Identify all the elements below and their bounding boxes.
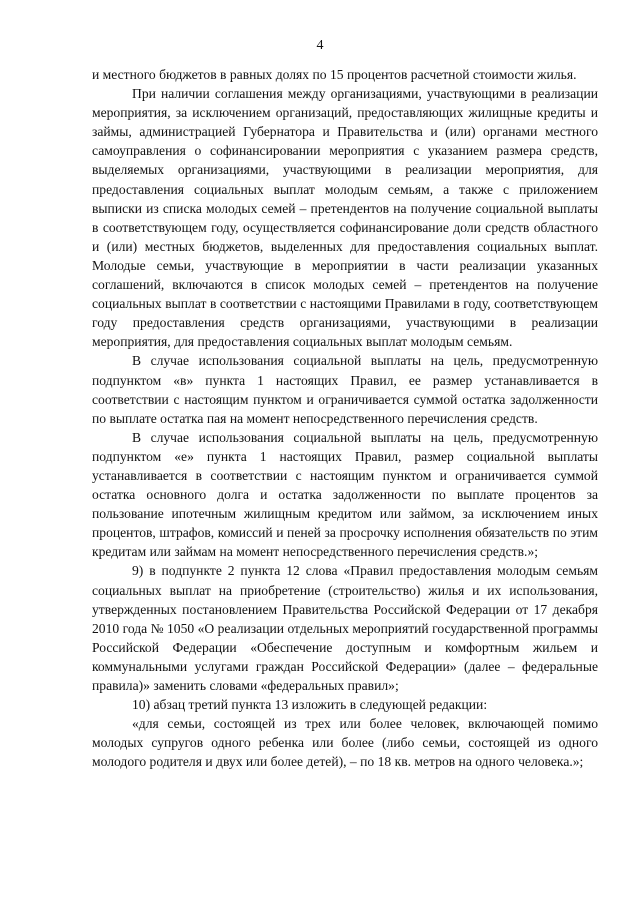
paragraph-continuation: и местного бюджетов в равных долях по 15 процентов расчетной стоимости жилья. bbox=[92, 67, 577, 82]
document-body bbox=[92, 65, 598, 771]
paragraph-item-9: 9) в подпункте 2 пункта 12 слова «Правил предоставления молодым семьям социальных выплат на приобретение (строительство) жилья и их использования, утвержденных постановлением Правительства Российской Федерации от 17 декабря 2010 года № 1050 «О реализации отдельных мероприятий государственной программы Российской Федерации «Обеспечение доступным и комфортным жильем и коммунальными услугами граждан Российской Федерации» (далее – федеральные правила)» заменить словами «федеральных правил»; bbox=[92, 563, 598, 693]
page-number: 4 bbox=[316, 38, 324, 53]
paragraph-item-10: 10) абзац третий пункта 13 изложить в следующей редакции: bbox=[132, 697, 488, 713]
paragraph-share-payment: В случае использования социальной выплаты на цель, предусмотренную подпунктом «в» пункта 1 настоящих Правил, ее размер устанавливается в соответствии с настоящим пунктом и ограничивается суммой остатка задолженности по выплате остатка пая на момент непосредственного перечисления средств. bbox=[92, 353, 598, 426]
paragraph-mortgage-payment: В случае использования социальной выплаты на цель, предусмотренную подпунктом «е» пункта 1 настоящих Правил, размер социальной выплаты устанавливается в соответствии с настоящим пунктом и ограничивается суммой остатка основного долга и остатка задолженности по выплате процентов за пользование ипотечным жилищным кредитом или займом, за исключением иных процентов, штрафов, комиссий и пеней за просрочку исполнения обязательств по этим кредитам или займам на момент непосредственного перечисления средств.»; bbox=[92, 429, 598, 560]
paragraph-agreement-cofinancing: При наличии соглашения между организациями, участвующими в реализации мероприятия, за исключением организаций, предоставляющих жилищные кредиты и займы, администрацией Губернатора и Правительства и (или) органами местного самоуправления о софинансировании мероприятия с указанием размера средств, выделяемых организациями, участвующими в реализации мероприятия, для предоставления социальных выплат молодым семьям, а также с приложением выписки из списка молодых семей – претендентов на получение социальной выплаты в соответствующем году, осуществляется софинансирование доли средств областного и (или) местных бюджетов, выделенных для предоставления социальных выплат. Молодые семьи, участвующие в мероприятии в части реализации указанных соглашений, включаются в список молодых семей – претендентов на получение социальных выплат в соответствии с настоящими Правилами в году, соответствующем году предоставления средств организациями, участвующими в реализации мероприятия, для предоставления социальных выплат молодым семьям. bbox=[92, 86, 598, 350]
paragraph-family-norm: «для семьи, состоящей из трех или более человек, включающей помимо молодых супругов одного ребенка или более (либо семьи, состоящей из одного молодого родителя и двух или более детей), – по 18 кв. метров на одного человека.»; bbox=[92, 716, 598, 770]
